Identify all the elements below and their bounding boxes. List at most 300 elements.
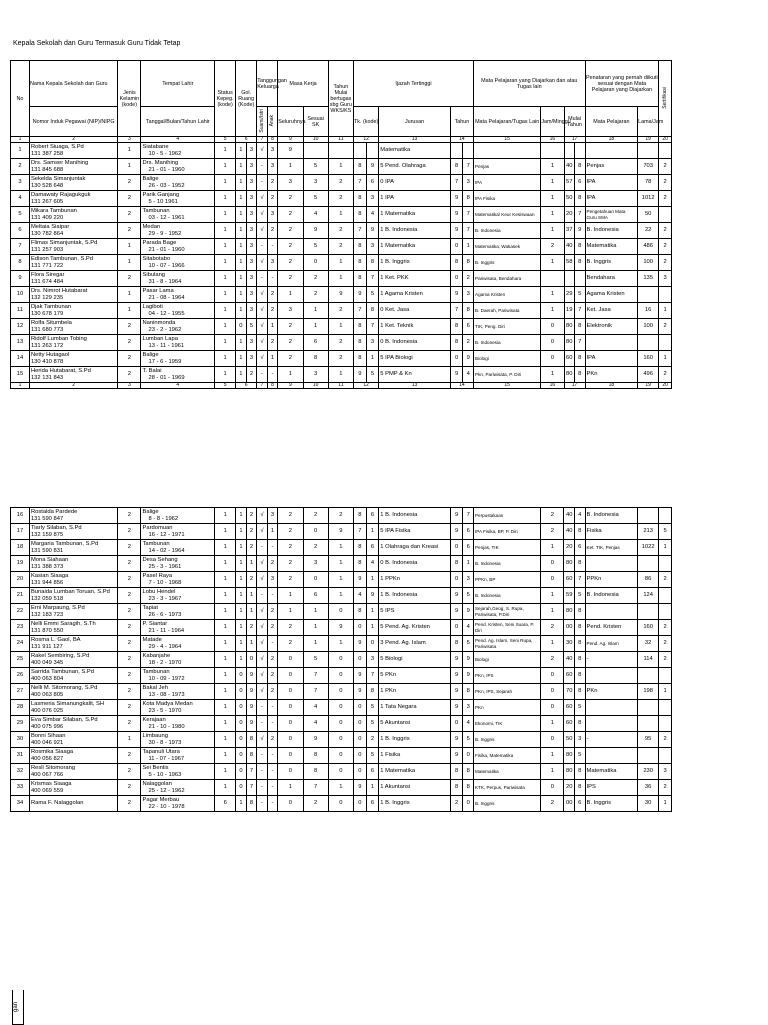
children-cell: 3: [267, 143, 278, 159]
birth-place: Desa Sehang: [142, 556, 178, 563]
gender-code: 2: [118, 652, 141, 668]
tahun-mulai: 2: [328, 335, 353, 351]
tahun-a: 9: [450, 508, 463, 524]
header-tempat-lahir: Tempat Lahir: [141, 61, 215, 107]
teacher-name-nip: [29, 175, 117, 191]
jurusan: 1 B. Inggris: [379, 796, 451, 812]
column-index-cell: 17: [564, 137, 585, 143]
teacher-name: Netty Hutagaol: [30, 351, 70, 358]
jam-minggu: 1: [541, 716, 564, 732]
mapel-tugas: Biologi: [474, 351, 541, 367]
tahun-mulai: 1: [328, 588, 353, 604]
birth-place-date: [141, 159, 215, 175]
column-index-cell: 19: [638, 383, 659, 389]
masa-kerja-total: 2: [278, 207, 303, 223]
birth-place-date: [141, 684, 215, 700]
penataran-lama: 22: [638, 223, 659, 239]
masa-kerja-total: 0: [278, 684, 303, 700]
mulai-tahun-b: 5: [574, 588, 585, 604]
column-index-cell: 1: [11, 137, 30, 143]
sertifikasi: 1: [659, 684, 672, 700]
ijazah-a: 0: [354, 732, 367, 748]
table-row: [11, 143, 672, 159]
mulai-tahun-a: 20: [564, 207, 575, 223]
spouse-cell: √: [257, 143, 268, 159]
tahun-b: 3: [463, 700, 474, 716]
tahun-mulai: 0: [328, 732, 353, 748]
spouse-cell: √: [257, 319, 268, 335]
tahun-mulai: 1: [328, 367, 353, 383]
status-code: 1: [215, 159, 236, 175]
spouse-cell: √: [257, 572, 268, 588]
gender-code: 2: [118, 700, 141, 716]
mulai-tahun-b: 5: [574, 748, 585, 764]
birth-date: 13 - 11 - 1961: [148, 342, 185, 349]
masa-kerja-sk: 1: [303, 303, 328, 319]
header-pen-mapel: Mata Pelajaran: [585, 107, 638, 137]
birth-date: 26 - 6 - 1973: [148, 611, 182, 618]
penataran-lama: 124: [638, 588, 659, 604]
gol-code: 1: [236, 143, 247, 159]
birth-date: 26 - 03 - 1952: [148, 182, 185, 189]
tahun-b: [463, 143, 474, 159]
penataran-lama: 30: [638, 796, 659, 812]
masa-kerja-sk: 8: [303, 351, 328, 367]
header-ijazah: Ijazah Tertinggi: [354, 61, 474, 107]
jurusan: 1 Ket. Teknik: [379, 319, 451, 335]
penataran-lama: 95: [638, 732, 659, 748]
status-code: 1: [215, 191, 236, 207]
penataran-mapel: PKn: [585, 367, 638, 383]
birth-place: Lagiboti: [142, 303, 163, 310]
jurusan: 5 PKn: [379, 668, 451, 684]
tahun-b: 7: [463, 159, 474, 175]
tahun-b: 0: [463, 748, 474, 764]
mulai-tahun-b: 8: [575, 191, 586, 207]
penataran-mapel: -: [585, 652, 638, 668]
mulai-tahun-a: 80: [564, 367, 575, 383]
gender-code: 2: [118, 636, 141, 652]
masa-kerja-sk: 7: [303, 684, 328, 700]
teacher-name: Herida Hutabarat, S.Pd: [30, 367, 91, 374]
ruang-code: 9: [246, 716, 257, 732]
jurusan: 1 IPA: [379, 191, 451, 207]
penataran-lama: 32: [638, 636, 659, 652]
tahun-a: 9: [450, 207, 463, 223]
mulai-tahun-b: 8: [574, 668, 585, 684]
teacher-name-nip: [29, 796, 117, 812]
status-code: 1: [215, 175, 236, 191]
teacher-name-nip: [29, 239, 117, 255]
mapel-tugas: Penjas: [474, 159, 541, 175]
ijazah-b: 7: [366, 271, 379, 287]
status-code: 1: [215, 684, 236, 700]
jam-minggu: 0: [541, 732, 564, 748]
birth-place-date: [141, 700, 215, 716]
masa-kerja-sk: 7: [303, 780, 328, 796]
children-cell: -: [267, 716, 278, 732]
penataran-mapel: B. Indonesia: [585, 508, 638, 524]
birth-date: 10 - 09 - 1972: [148, 675, 185, 682]
column-index-cell: 11: [328, 137, 353, 143]
children-cell: 2: [267, 175, 278, 191]
tahun-a: 7: [450, 303, 463, 319]
jurusan: 1 Ket. PKK: [379, 271, 451, 287]
birth-place: Balige: [142, 175, 159, 182]
ijazah-b: 4: [366, 556, 379, 572]
sertifikasi: 1: [659, 796, 672, 812]
mulai-tahun-a: 80: [564, 556, 575, 572]
ruang-code: 2: [246, 524, 257, 540]
mulai-tahun-a: 40: [564, 159, 575, 175]
ijazah-a: 9: [354, 780, 367, 796]
mapel-tugas: B. Indonesia: [474, 223, 541, 239]
column-index-cell: 14: [450, 383, 473, 389]
penataran-mapel: Matematika: [585, 239, 638, 255]
teacher-name: Resli Sitomorang: [30, 764, 76, 771]
birth-date: 28 - 01 - 1969: [148, 374, 185, 381]
penataran-lama: 486: [638, 239, 659, 255]
birth-place-date: [141, 207, 215, 223]
ijazah-a: 7: [354, 223, 367, 239]
status-code: 1: [215, 732, 236, 748]
status-code: 1: [215, 367, 236, 383]
gol-code: 1: [236, 540, 247, 556]
ruang-code: 2: [246, 620, 257, 636]
mapel-tugas: IPA: [474, 175, 541, 191]
ijazah-a: 9: [354, 287, 367, 303]
teacher-nip: 131 263 172: [30, 342, 64, 349]
row-number: 5: [11, 207, 30, 223]
gender-code: 1: [118, 287, 141, 303]
tahun-a: 0: [450, 351, 463, 367]
mulai-tahun-a: 00: [564, 796, 575, 812]
ijazah-b: 5: [366, 287, 379, 303]
mulai-tahun-b: 7: [575, 303, 586, 319]
tahun-b: 8: [463, 303, 474, 319]
teacher-name: Rosma L. Gaol, BA: [30, 636, 81, 643]
row-number: 27: [11, 684, 30, 700]
penataran-mapel: Ket. Jasa: [585, 303, 638, 319]
jurusan: 5 IPA Fisika: [379, 524, 451, 540]
birth-place-date: [141, 716, 215, 732]
gender-code: 2: [118, 764, 141, 780]
birth-date: 30 - 8 - 1973: [148, 739, 182, 746]
tahun-a: 8: [450, 780, 463, 796]
birth-place-date: [141, 668, 215, 684]
sertifikasi: [659, 143, 672, 159]
ijazah-b: 8: [366, 303, 379, 319]
gender-code: 2: [118, 524, 141, 540]
masa-kerja-total: 0: [278, 764, 303, 780]
table-row: [11, 588, 672, 604]
masa-kerja-sk: 0: [303, 524, 328, 540]
mapel-tugas: Pariwisata, Bendahara: [474, 271, 541, 287]
penataran-lama: 36: [638, 780, 659, 796]
penataran-lama: [638, 604, 659, 620]
row-number: 23: [11, 620, 30, 636]
spouse-cell: -: [257, 764, 268, 780]
mapel-tugas: B. Indonesia: [473, 588, 540, 604]
jurusan: 1 B. Inggris: [379, 255, 451, 271]
row-number: 22: [11, 604, 30, 620]
teacher-name: Lasmeria Simanungkalit, SH: [30, 700, 105, 707]
teacher-name: Ridolf Lumban Tobing: [30, 335, 87, 342]
penataran-lama: [638, 143, 659, 159]
gol-code: 1: [236, 796, 247, 812]
children-cell: 1: [267, 351, 278, 367]
teacher-name-nip: [29, 540, 117, 556]
children-cell: -: [267, 700, 278, 716]
ijazah-a: 0: [354, 764, 367, 780]
masa-kerja-total: 2: [278, 319, 303, 335]
teacher-name-nip: [29, 159, 117, 175]
jam-minggu: 1: [541, 191, 564, 207]
sertifikasi: 2: [659, 255, 672, 271]
jurusan: 5 IPS: [379, 604, 451, 620]
jam-minggu: 1: [541, 223, 564, 239]
row-number: 8: [11, 255, 30, 271]
tahun-a: 8: [450, 319, 463, 335]
tahun-b: 2: [463, 271, 474, 287]
mulai-tahun-a: 57: [564, 175, 575, 191]
birth-place-date: [141, 191, 215, 207]
spouse-cell: √: [257, 732, 268, 748]
tahun-mulai: 0: [328, 796, 353, 812]
ruang-code: 3: [246, 175, 257, 191]
tahun-b: 7: [463, 223, 474, 239]
sertifikasi: [659, 508, 672, 524]
jam-minggu: 0: [541, 556, 564, 572]
tahun-a: 0: [450, 540, 463, 556]
jurusan: 0 B. Indonesia: [379, 335, 451, 351]
penataran-mapel: IPA: [585, 175, 638, 191]
penataran-lama: [638, 287, 659, 303]
penataran-mapel: B. Indonesia: [585, 588, 638, 604]
birth-place-date: [141, 780, 215, 796]
birth-place-date: [141, 143, 215, 159]
penataran-mapel: Elektronik: [585, 319, 638, 335]
birth-date: 21 - 10 - 1980: [148, 723, 185, 730]
ijazah-a: 8: [354, 351, 367, 367]
tahun-mulai: 1: [328, 540, 353, 556]
table-row: [11, 271, 672, 287]
status-code: 1: [215, 319, 236, 335]
spouse-cell: -: [257, 780, 268, 796]
birth-date: 29 - 9 - 1952: [148, 230, 182, 237]
header-sesuai-sk: Sesuai SK: [303, 107, 328, 137]
tahun-a: 9: [450, 684, 463, 700]
teacher-nip: 400 075 996: [30, 723, 64, 730]
table-row: [11, 351, 672, 367]
column-index-cell: 20: [659, 137, 672, 143]
penataran-lama: 1012: [638, 191, 659, 207]
mapel-tugas: Ekonomi, TIK: [473, 716, 540, 732]
masa-kerja-total: 2: [278, 255, 303, 271]
status-code: 1: [215, 255, 236, 271]
tahun-b: 9: [463, 652, 474, 668]
tahun-a: 8: [450, 159, 463, 175]
tahun-b: 4: [463, 620, 474, 636]
gol-code: 0: [236, 668, 247, 684]
tahun-b: 8: [463, 191, 474, 207]
column-index-cell: 4: [141, 137, 215, 143]
staff-table-1: [10, 60, 672, 389]
ruang-code: 2: [246, 540, 257, 556]
birth-place: T. Balai: [142, 367, 162, 374]
tahun-b: 9: [463, 351, 474, 367]
teacher-name-nip: [29, 636, 117, 652]
tahun-b: 5: [463, 588, 474, 604]
penataran-lama: 213: [638, 524, 659, 540]
teacher-name-nip: [29, 716, 117, 732]
status-code: 1: [215, 524, 236, 540]
sertifikasi: 2: [659, 636, 672, 652]
spouse-cell: √: [257, 303, 268, 319]
mulai-tahun-a: 19: [564, 303, 575, 319]
penataran-mapel: [585, 700, 638, 716]
mapel-tugas: PKn, IPS: [473, 668, 540, 684]
jam-minggu: 1: [541, 764, 564, 780]
sertifikasi: 3: [659, 271, 672, 287]
masa-kerja-sk: 4: [303, 716, 328, 732]
mulai-tahun-b: 6: [574, 540, 585, 556]
ijazah-a: 0: [354, 652, 367, 668]
column-index-cell: 13: [379, 137, 451, 143]
teacher-name: Rostalda Pardede: [30, 508, 78, 515]
status-code: 1: [215, 540, 236, 556]
tahun-mulai: 0: [328, 716, 353, 732]
penataran-mapel: -: [585, 732, 638, 748]
gol-code: 1: [236, 287, 247, 303]
penataran-lama: 100: [638, 255, 659, 271]
tahun-a: 8: [450, 335, 463, 351]
teacher-nip: 131 680 773: [30, 326, 64, 333]
teacher-nip: 131 590 831: [30, 547, 64, 554]
spouse-cell: √: [257, 255, 268, 271]
mulai-tahun-b: 4: [574, 508, 585, 524]
status-code: 1: [215, 604, 236, 620]
tahun-mulai: [328, 143, 353, 159]
tahun-mulai: 1: [328, 780, 353, 796]
penataran-lama: 114: [638, 652, 659, 668]
tahun-a: 9: [450, 668, 463, 684]
table-row: [11, 175, 672, 191]
birth-date: 03 - 12 - 1961: [148, 214, 185, 221]
status-code: 1: [215, 287, 236, 303]
sertifikasi: 2: [659, 191, 672, 207]
birth-place: Matade: [142, 636, 162, 643]
teacher-name-nip: [29, 588, 117, 604]
teacher-nip: 400 067 766: [30, 771, 64, 778]
row-number: 16: [11, 508, 30, 524]
teacher-name-nip: [29, 524, 117, 540]
mulai-tahun-a: 50: [564, 732, 575, 748]
teacher-name: Meltaia Siaipar: [30, 223, 70, 230]
mulai-tahun-a: 50: [564, 191, 575, 207]
ijazah-b: 5: [366, 748, 379, 764]
jam-minggu: 1: [541, 367, 564, 383]
status-code: 1: [215, 700, 236, 716]
birth-place-date: [141, 287, 215, 303]
penataran-mapel: Pend. Kristen: [585, 620, 638, 636]
column-index-cell: 7: [257, 137, 268, 143]
teacher-nip: 132 131 843: [30, 374, 64, 381]
masa-kerja-total: 0: [278, 748, 303, 764]
tahun-a: 9: [450, 524, 463, 540]
masa-kerja-total: 2: [278, 508, 303, 524]
ruang-code: 3: [246, 287, 257, 303]
children-cell: 2: [267, 287, 278, 303]
tahun-mulai: 2: [328, 508, 353, 524]
ijazah-b: 5: [366, 367, 379, 383]
jam-minggu: 0: [541, 684, 564, 700]
tahun-mulai: 1: [328, 572, 353, 588]
jurusan: 1 B. Inggris: [379, 732, 451, 748]
spouse-cell: √: [257, 524, 268, 540]
mulai-tahun-b: 8: [575, 159, 586, 175]
spouse-cell: √: [257, 191, 268, 207]
jam-minggu: 1: [541, 175, 564, 191]
mulai-tahun-b: 7: [574, 572, 585, 588]
birth-place: Tambunan: [142, 207, 170, 214]
gender-code: 2: [118, 207, 141, 223]
birth-place: Pasar Lama: [142, 287, 174, 294]
teacher-name-nip: [29, 223, 117, 239]
penataran-lama: 78: [638, 175, 659, 191]
birth-place-date: [141, 652, 215, 668]
mulai-tahun-a: 60: [564, 716, 575, 732]
row-number: 19: [11, 556, 30, 572]
tahun-mulai: 0: [328, 684, 353, 700]
spouse-cell: √: [257, 684, 268, 700]
birth-date: 17 - 6 - 1959: [148, 358, 182, 365]
masa-kerja-total: 1: [278, 367, 303, 383]
tahun-a: 9: [450, 588, 463, 604]
column-index-cell: 10: [303, 383, 328, 389]
mapel-tugas: Agama Kristen: [474, 287, 541, 303]
column-index-cell: 3: [118, 137, 141, 143]
teacher-name: Djak Tambunan: [30, 303, 72, 310]
masa-kerja-total: 1: [278, 604, 303, 620]
children-cell: 2: [267, 732, 278, 748]
penataran-mapel: Pengetahuan Mata Guru SMA: [585, 207, 638, 223]
mapel-tugas: B. Indonesia: [473, 556, 540, 572]
tahun-b: 6: [463, 540, 474, 556]
tahun-mulai: 2: [328, 223, 353, 239]
sertifikasi: [659, 335, 672, 351]
teacher-nip: 131 674 484: [30, 278, 64, 285]
children-cell: 3: [267, 255, 278, 271]
tahun-mulai: 1: [328, 556, 353, 572]
sertifikasi: 2: [659, 652, 672, 668]
row-number: 15: [11, 367, 30, 383]
gol-code: 1: [236, 572, 247, 588]
mapel-tugas: PPKn, BP: [473, 572, 540, 588]
table-row: [11, 732, 672, 748]
birth-place-date: [141, 255, 215, 271]
spouse-cell: √: [257, 636, 268, 652]
birth-place: Tapiat: [142, 604, 158, 611]
mapel-tugas: Pend. Kristen, Seni Suara, P. Diri: [473, 620, 540, 636]
gender-code: 2: [118, 540, 141, 556]
status-code: 1: [215, 636, 236, 652]
penataran-mapel: B. Inggris: [585, 255, 638, 271]
children-cell: -: [267, 748, 278, 764]
gol-code: 1: [236, 588, 247, 604]
masa-kerja-sk: 6: [303, 335, 328, 351]
sheet-tab[interactable]: gan: [12, 990, 24, 1025]
